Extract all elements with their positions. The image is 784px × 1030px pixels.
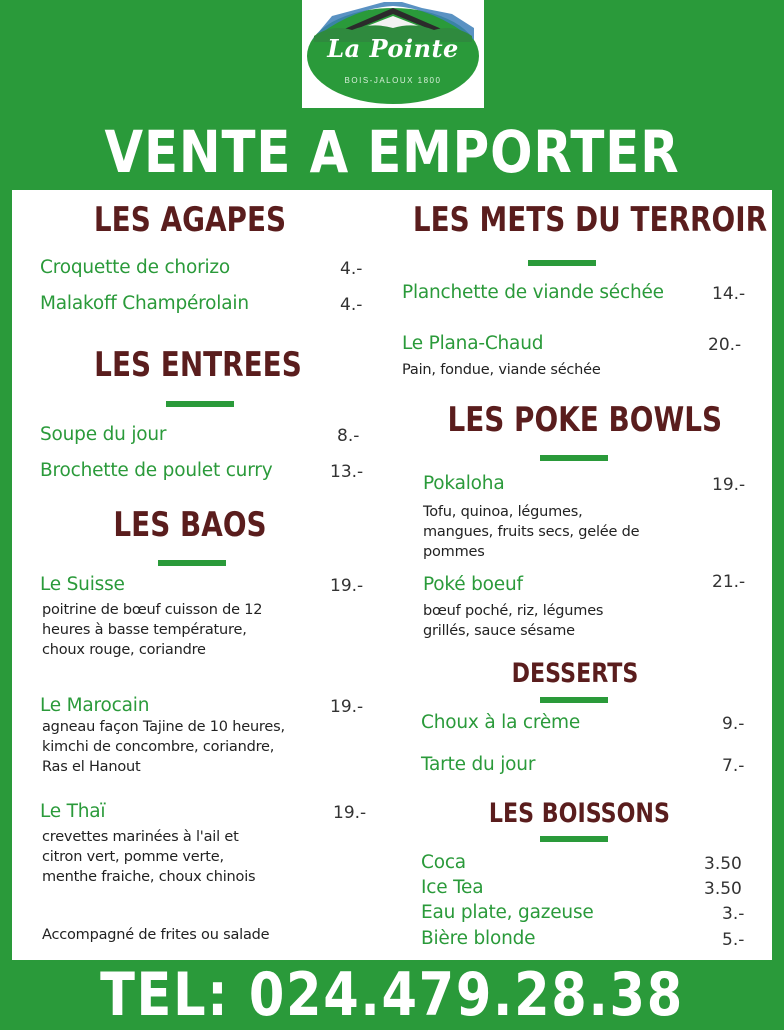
- menu-item-description: Pain, fondue, viande séchée: [402, 362, 601, 378]
- menu-item-name: Planchette de viande séchée: [402, 282, 664, 303]
- logo-subtitle: BOIS-JALOUX 1800: [344, 76, 442, 85]
- menu-item-name: Choux à la crème: [421, 712, 581, 733]
- menu-item-name: Malakoff Champérolain: [40, 293, 249, 314]
- section-title-agapes: LES AGAPES: [93, 200, 287, 240]
- menu-item-name: Le Plana-Chaud: [402, 333, 544, 354]
- section-divider: [528, 260, 596, 266]
- phone-number[interactable]: TEL: 024.479.28.38: [100, 960, 684, 1030]
- menu-item-name: Tarte du jour: [421, 754, 536, 775]
- menu-item-name: Soupe du jour: [40, 424, 167, 445]
- logo: [302, 0, 484, 108]
- menu-item-price: 19.-: [330, 697, 364, 717]
- menu-item-price: 7.-: [722, 756, 745, 776]
- menu-item-price: 21.-: [712, 572, 746, 592]
- menu-item-name: Poké boeuf: [423, 574, 523, 595]
- menu-item-name: Bière blonde: [421, 928, 536, 949]
- section-title-baos: LES BAOS: [113, 505, 267, 545]
- section-divider: [540, 455, 608, 461]
- menu-item-name: Brochette de poulet curry: [40, 460, 273, 481]
- section-divider: [166, 401, 234, 407]
- section-title-entrees: LES ENTREES: [94, 345, 302, 385]
- menu-item-price: 19.-: [712, 475, 746, 495]
- menu-item-price: 19.-: [333, 803, 367, 823]
- menu-item-name: Eau plate, gazeuse: [421, 902, 594, 923]
- section-divider: [540, 697, 608, 703]
- menu-item-price: 13.-: [330, 462, 364, 482]
- section-title-terroir: LES METS DU TERROIR: [412, 200, 768, 240]
- banner-title: VENTE A EMPORTER: [104, 118, 680, 186]
- menu-item-name: Croquette de chorizo: [40, 257, 231, 278]
- menu-item-name: Ice Tea: [421, 877, 484, 898]
- logo-title: La Pointe: [327, 34, 459, 63]
- menu-item-name: Pokaloha: [423, 473, 505, 494]
- menu-item-description: Tofu, quinoa, légumes, mangues, fruits secs, gelée de pommes: [423, 504, 640, 560]
- menu-item-name: Le Suisse: [40, 574, 125, 595]
- menu-item-price: 5.-: [722, 930, 745, 950]
- menu-item-name: Le Marocain: [40, 695, 150, 716]
- section-title-desserts: DESSERTS: [511, 658, 639, 689]
- menu-item-description: agneau façon Tajine de 10 heures, kimchi de concombre, coriandre, Ras el Hanout: [42, 719, 285, 775]
- section-divider: [540, 836, 608, 842]
- menu-item-name: Le Thaï: [40, 801, 106, 822]
- menu-item-price: 20.-: [708, 335, 742, 355]
- menu-item-price: 3.-: [722, 904, 745, 924]
- menu-item-price: 4.-: [340, 295, 363, 315]
- section-title-boissons: LES BOISSONS: [488, 798, 670, 829]
- menu-item-price: 9.-: [722, 714, 745, 734]
- menu-item-price: 19.-: [330, 576, 364, 596]
- menu-item-name: Coca: [421, 852, 466, 873]
- menu-item-price: 14.-: [712, 284, 746, 304]
- menu-item-price: 3.50: [704, 879, 742, 899]
- menu-item-price: 4.-: [340, 259, 363, 279]
- menu-item-description: crevettes marinées à l'ail et citron vert, pomme verte, menthe fraiche, choux chinois: [42, 829, 256, 885]
- menu-item-description: poitrine de bœuf cuisson de 12 heures à basse température, choux rouge, coriandre: [42, 602, 263, 658]
- section-divider: [158, 560, 226, 566]
- baos-note: Accompagné de frites ou salade: [42, 927, 270, 943]
- menu-item-price: 3.50: [704, 854, 742, 874]
- menu-item-description: bœuf poché, riz, légumes grillés, sauce sésame: [423, 603, 604, 639]
- section-title-poke: LES POKE BOWLS: [447, 400, 723, 440]
- menu-item-price: 8.-: [337, 426, 360, 446]
